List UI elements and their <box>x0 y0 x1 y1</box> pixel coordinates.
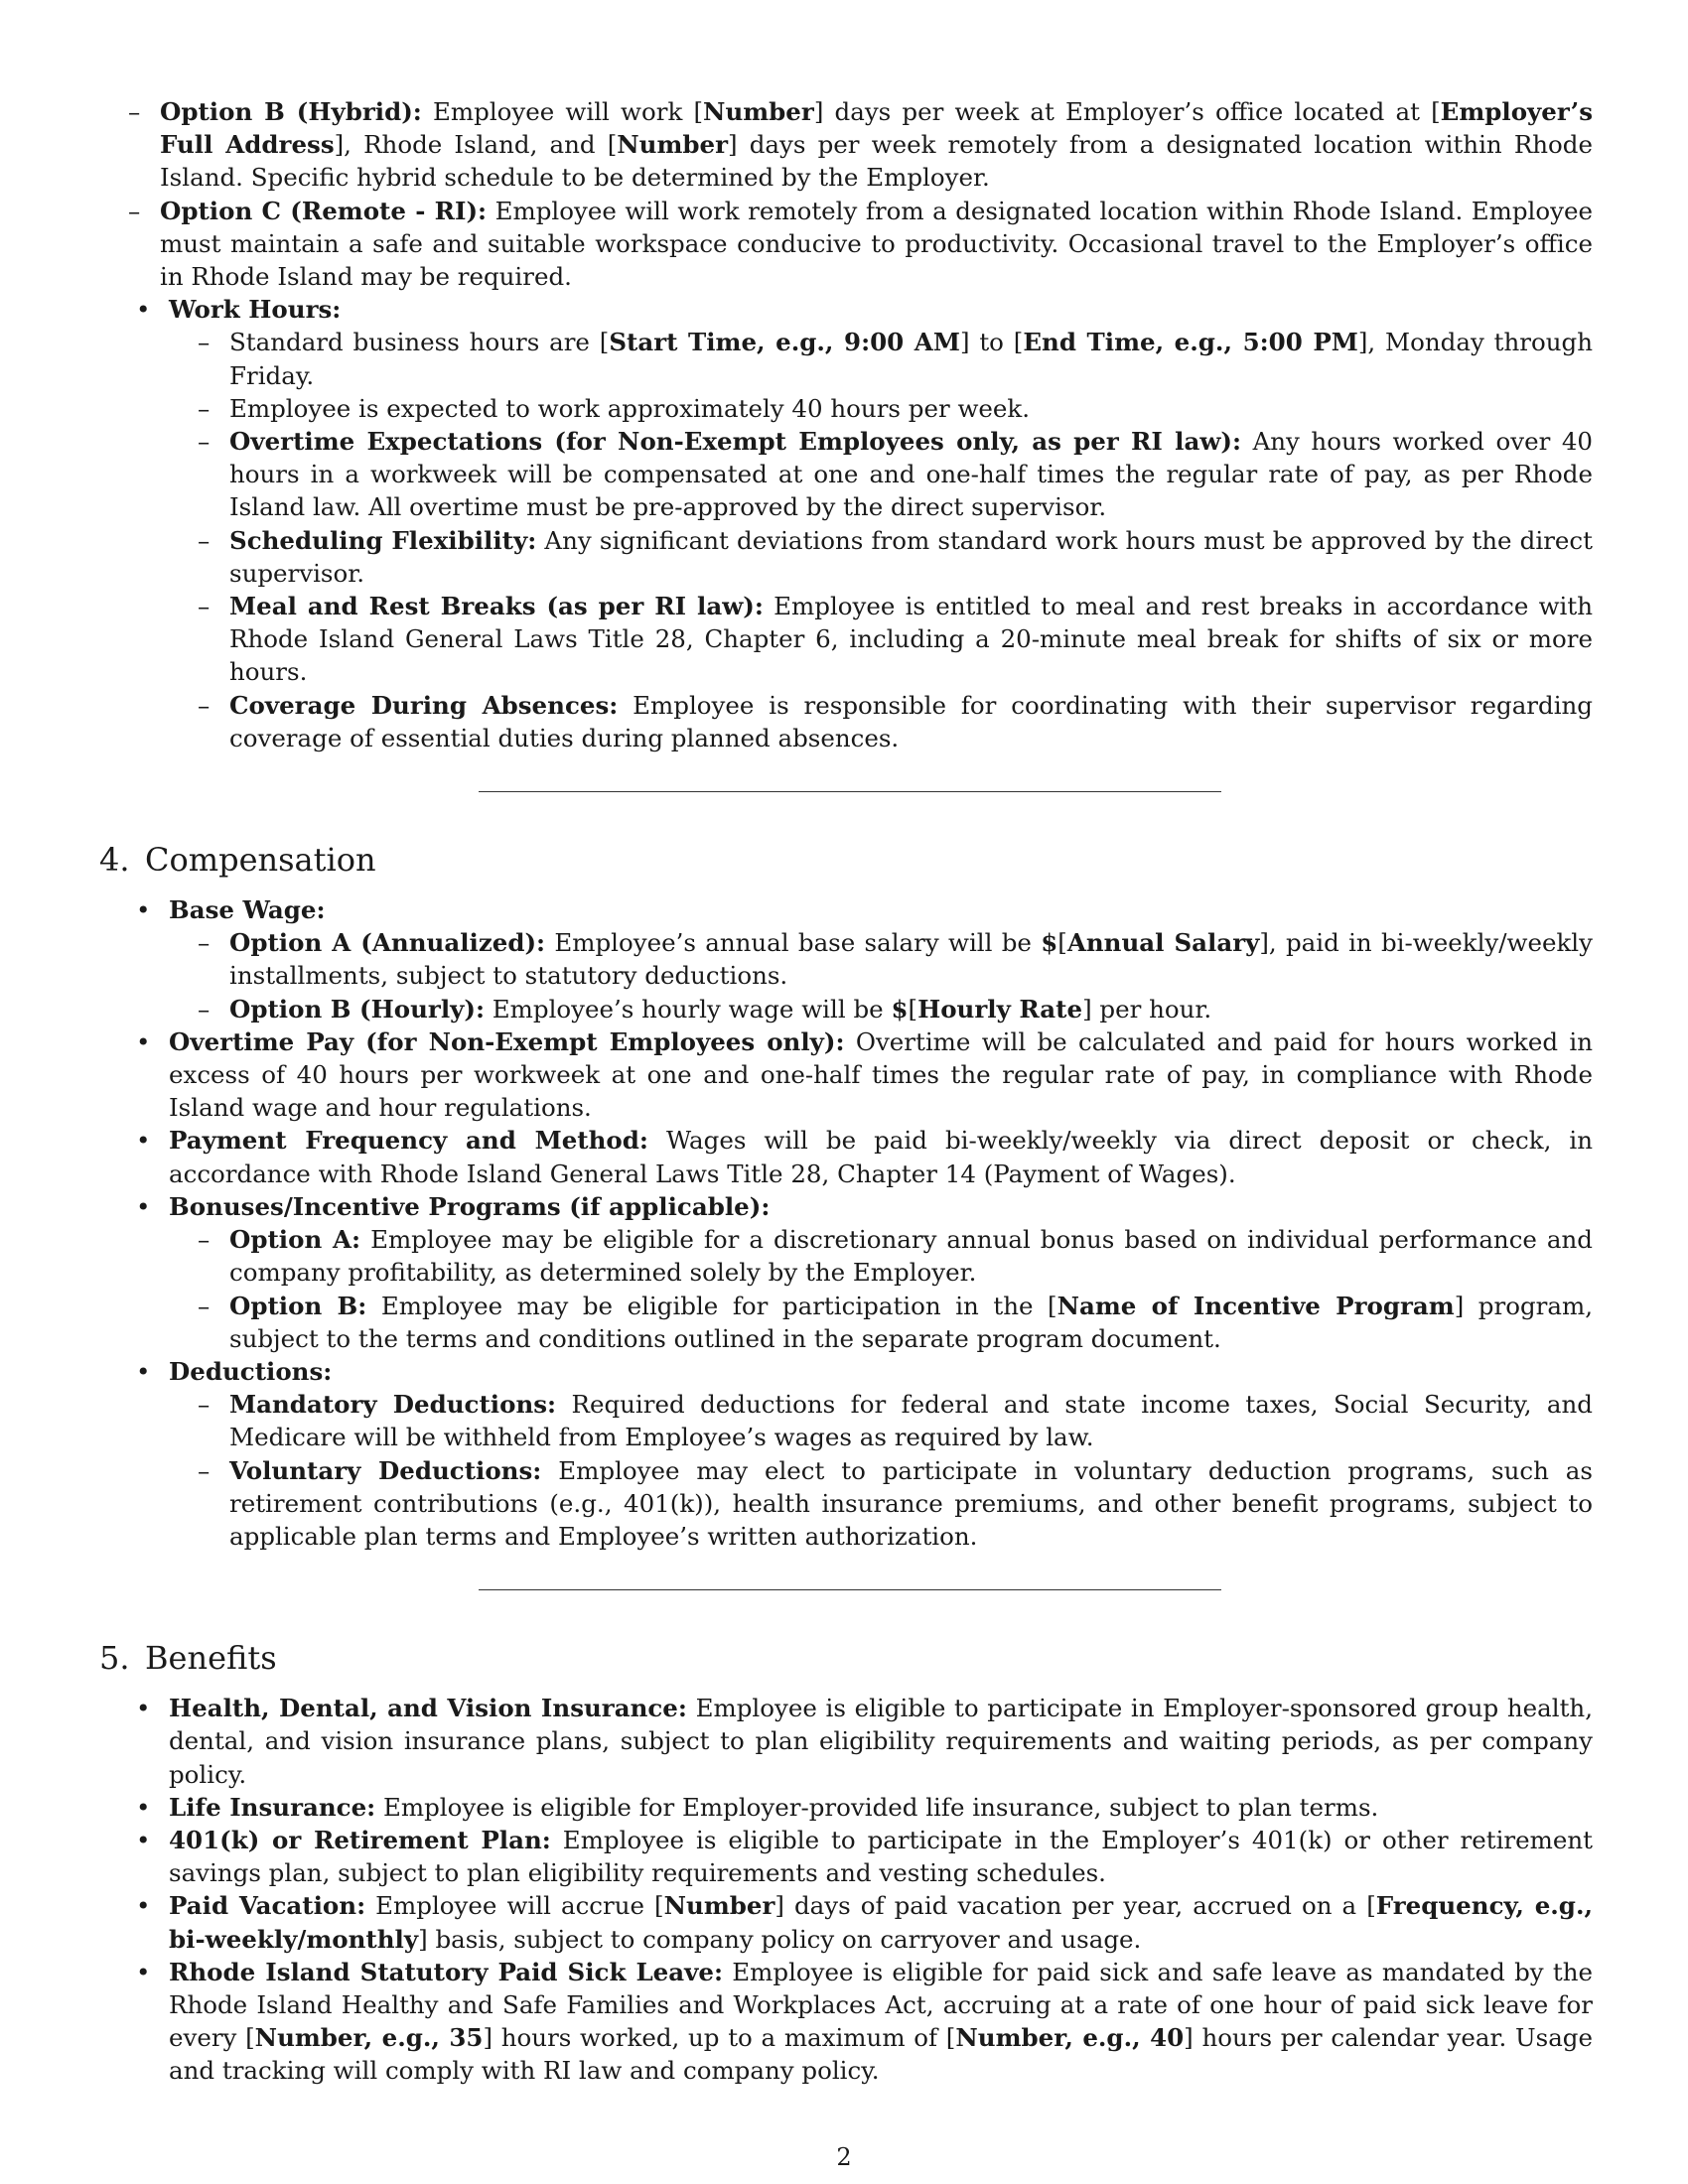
meal-rest-breaks: – Meal and Rest Breaks (as per RI law): Employee is entitled to meal and rest breaks in accordance with Rhode Island General Laws Title 28, Chapter 6, including a 20-minute meal break for shifts of six or more hours. <box>169 590 1593 689</box>
deduction-types <box>169 1388 1593 1553</box>
health-insurance-item: • Health, Dental, and Vision Insurance: Employee is eligible to participate in Employer-sponsored group health, dental, and vision insurance plans, subject to plan eligibility requirements and waiting periods, as per company policy. <box>99 1692 1593 1791</box>
base-wage-options <box>169 926 1593 1025</box>
work-hours-list <box>99 293 1593 754</box>
document-page <box>99 95 1593 2088</box>
base-wage-option-b: – Option B (Hourly): Employee’s hourly wage will be $[Hourly Rate] per hour. <box>169 993 1593 1025</box>
compensation-list <box>99 893 1593 1553</box>
option-b-hybrid: – Option B (Hybrid): Employee will work [Number] days per week at Employer’s office located at [Employer’s Full Address], Rhode Island, and [Number] days per week remotely from a designated location within Rhode Island. Specific hybrid schedule to be determined by the Employer. <box>99 95 1593 195</box>
scheduling-flexibility: – Scheduling Flexibility: Any significant deviations from standard work hours must be approved by the direct supervisor. <box>169 524 1593 590</box>
section-divider <box>479 791 1221 792</box>
standard-hours: – Standard business hours are [Start Time, e.g., 9:00 AM] to [End Time, e.g., 5:00 PM], Monday through Friday. <box>169 326 1593 391</box>
expected-hours: – Employee is expected to work approximately 40 hours per week. <box>169 392 1593 425</box>
overtime-expectations: – Overtime Expectations (for Non-Exempt Employees only, as per RI law): Any hours worked over 40 hours in a workweek will be compensated at one and one-half times the regular rate of pay, as per Rhode Island law. All overtime must be pre-approved by the direct supervisor. <box>169 425 1593 524</box>
section-divider <box>479 1589 1221 1590</box>
mandatory-deductions: – Mandatory Deductions: Required deductions for federal and state income taxes, Social Security, and Medicare will be withheld from Employee’s wages as required by law. <box>169 1388 1593 1453</box>
work-hours-item: • Work Hours: – Standard business hours are [Start Time, e.g., 9:00 AM] to [End Time, e.g., 5:00 PM], Monday through Friday. – Employee is expected to work approximately 40 hours per week. – Overtime Expectations (for Non-Exempt Employees only, as per RI law): Any hours worked over 40 hours in a workweek will be compensated at one and one-half times the regular rate of pay, as per Rhode Island law. All overtime must be pre-approved by the direct supervisor. – Scheduling Flexibility: Any significant deviations from standard work hours must be approved by the direct supervisor. – Meal and Rest Breaks (as per RI law): Employee is entitled to meal and rest breaks in accordance with Rhode Island General Laws Title 28, Chapter 6, including a 20-minute meal break for shifts of six or more hours. – Coverage During Absences: Employee is responsible for coordinating with their supervisor regarding coverage of essential duties during planned absences. <box>99 293 1593 754</box>
bonus-options <box>169 1223 1593 1355</box>
life-insurance-item: • Life Insurance: Employee is eligible for Employer-provided life insurance, subject to plan terms. <box>99 1791 1593 1824</box>
work-hours-subitems <box>169 326 1593 754</box>
coverage-absences: – Coverage During Absences: Employee is responsible for coordinating with their supervisor regarding coverage of essential duties during planned absences. <box>169 689 1593 754</box>
bonus-option-a: – Option A: Employee may be eligible for a discretionary annual bonus based on individual performance and company profitability, as determined solely by the Employer. <box>169 1223 1593 1289</box>
work-location-options <box>99 95 1593 293</box>
retirement-plan-item: • 401(k) or Retirement Plan: Employee is eligible to participate in the Employer’s 401(k) or other retirement savings plan, subject to plan eligibility requirements and vesting schedules. <box>99 1824 1593 1889</box>
bonuses-item: • Bonuses/Incentive Programs (if applicable): – Option A: Employee may be eligible for a discretionary annual bonus based on individual performance and company profitability, as determined solely by the Employer. – Option B: Employee may be eligible for participation in the [Name of Incentive Program] program, subject to the terms and conditions outlined in the separate program document. <box>99 1190 1593 1355</box>
section-heading-compensation: 4. Compensation <box>99 841 376 880</box>
base-wage-item: • Base Wage: – Option A (Annualized): Employee’s annual base salary will be $[Annual Salary], paid in bi-weekly/weekly installments, subject to statutory deductions. – Option B (Hourly): Employee’s hourly wage will be $[Hourly Rate] per hour. <box>99 893 1593 1025</box>
option-c-remote: – Option C (Remote - RI): Employee will work remotely from a designated location within Rhode Island. Employee must maintain a safe and suitable workspace conducive to productivity. Occasional travel to the Employer’s office in Rhode Island may be required. <box>99 195 1593 294</box>
paid-vacation-item: • Paid Vacation: Employee will accrue [Number] days of paid vacation per year, accrued on a [Frequency, e.g., bi-weekly/monthly] basis, subject to company policy on carryover and usage. <box>99 1889 1593 1955</box>
bonus-option-b: – Option B: Employee may be eligible for participation in the [Name of Incentive Program] program, subject to the terms and conditions outlined in the separate program document. <box>169 1290 1593 1355</box>
deductions-item: • Deductions: – Mandatory Deductions: Required deductions for federal and state income taxes, Social Security, and Medicare will be withheld from Employee’s wages as required by law. – Voluntary Deductions: Employee may elect to participate in voluntary deduction programs, such as retirement contributions (e.g., 401(k)), health insurance premiums, and other benefit programs, subject to applicable plan terms and Employee’s written authorization. <box>99 1355 1593 1553</box>
section-heading-benefits: 5. Benefits <box>99 1639 277 1678</box>
benefits-list <box>99 1692 1593 2087</box>
overtime-pay-item: • Overtime Pay (for Non-Exempt Employees only): Overtime will be calculated and paid for hours worked in excess of 40 hours per workweek at one and one-half times the regular rate of pay, in compliance with Rhode Island wage and hour regulations. <box>99 1025 1593 1125</box>
page-number: 2 <box>836 2143 852 2171</box>
sick-leave-item: • Rhode Island Statutory Paid Sick Leave: Employee is eligible for paid sick and safe leave as mandated by the Rhode Island Healthy and Safe Families and Workplaces Act, accruing at a rate of one hour of paid sick leave for every [Number, e.g., 35] hours worked, up to a maximum of [Number, e.g., 40] hours per calendar year. Usage and tracking will comply with RI law and company policy. <box>99 1956 1593 2088</box>
voluntary-deductions: – Voluntary Deductions: Employee may elect to participate in voluntary deduction programs, such as retirement contributions (e.g., 401(k)), health insurance premiums, and other benefit programs, subject to applicable plan terms and Employee’s written authorization. <box>169 1454 1593 1554</box>
payment-frequency-item: • Payment Frequency and Method: Wages will be paid bi-weekly/weekly via direct deposit or check, in accordance with Rhode Island General Laws Title 28, Chapter 14 (Payment of Wages). <box>99 1124 1593 1189</box>
base-wage-option-a: – Option A (Annualized): Employee’s annual base salary will be $[Annual Salary], paid in bi-weekly/weekly installments, subject to statutory deductions. <box>169 926 1593 992</box>
